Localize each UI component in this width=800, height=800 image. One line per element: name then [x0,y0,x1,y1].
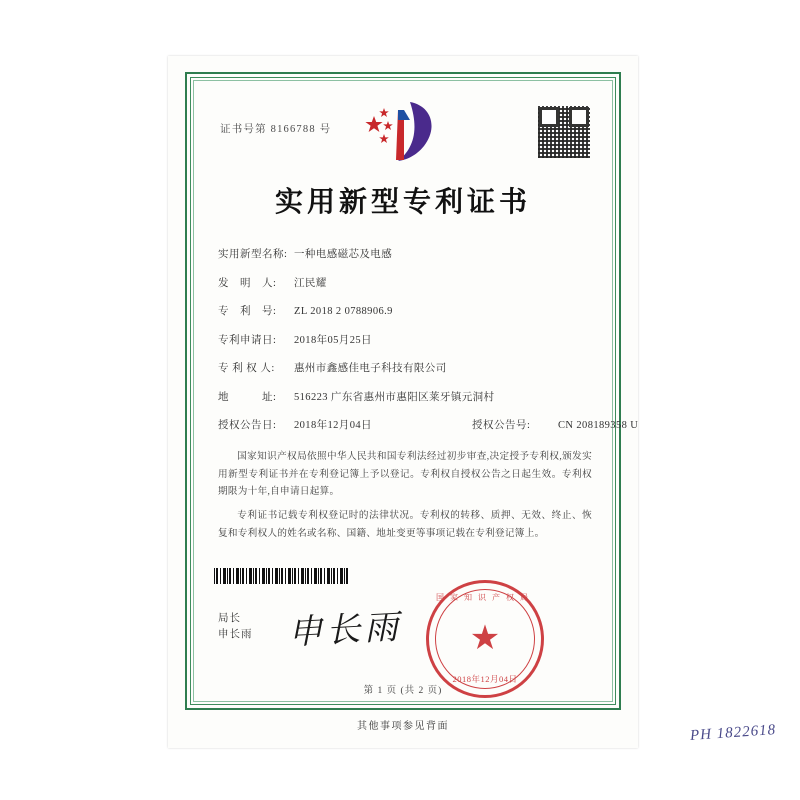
field-value: ZL 2018 2 0788906.9 [294,306,393,317]
patent-office-emblem-icon [354,98,452,164]
signatory-title [218,611,253,644]
field-row-inventor [218,275,594,290]
page-title: 实用新型专利证书 [274,185,531,218]
barcode [214,568,350,584]
field-list [218,246,639,446]
field-row-patentee [218,360,594,375]
handwritten-annotation: PH 1822618 [689,722,777,744]
field-label: 专 利 权 人: [218,363,275,374]
field-label: 发 明 人: [218,277,277,289]
legal-paragraph-2: 专利证书记载专利权登记时的法律状况。专利权的转移、质押、无效、终止、恢复和专利权人的姓名或名称、国籍、地址变更等事项记载在专利登记簿上。 [218,510,592,539]
field-value-grant-date: 2018年12月04日 [294,420,372,431]
corner-ornament-top-right [593,72,621,100]
field-label: 专利申请日: [218,334,277,346]
field-row-patent-number [218,303,594,318]
field-value: 惠州市鑫感佳电子科技有限公司 [294,363,447,374]
seal-top-text: 国家知识产权局 [436,593,534,602]
field-value: 2018年05月25日 [294,334,372,346]
legal-text-block [218,448,592,549]
field-label: 地 址: [218,391,277,403]
seal-date: 2018年12月04日 [452,674,518,684]
field-row-invention-name [218,246,594,261]
field-value: 一种电感磁芯及电感 [294,249,393,260]
field-value: 江民耀 [294,277,327,289]
patent-certificate [168,56,638,748]
field-label: 实用新型名称: [218,249,288,260]
footer-note: 其他事项参见背面 [357,721,449,732]
page-number: 第 1 页 (共 2 页) [363,686,443,696]
field-value-grant-number: CN 208189358 U [558,420,639,431]
field-row-address [218,389,594,404]
legal-paragraph-1: 国家知识产权局依照中华人民共和国专利法经过初步审查,决定授予专利权,颁发实用新型专利证书并在专利登记簿上予以登记。专利权自授权公告之日起生效。专利权期限为十年,自申请日起算。 [218,451,592,498]
signatory-role: 局长 [218,613,241,624]
field-label-grant-date: 授权公告日: [218,420,277,431]
certificate-number: 证书号第 8166788 号 [220,124,332,135]
field-row-grant-announcement [218,417,639,432]
qr-code-icon [538,106,590,158]
field-row-application-date [218,332,594,347]
seal-star-icon: ★ [469,620,501,657]
field-value: 516223 广东省惠州市惠阳区莱牙镇元洞村 [294,391,495,403]
handwritten-signature: 申长雨 [287,609,404,652]
official-seal [426,580,544,698]
field-label-grant-number: 授权公告号: [472,420,531,431]
corner-ornament-top-left [185,72,213,100]
signatory-name: 申长雨 [218,629,253,641]
field-label: 专 利 号: [218,306,277,317]
